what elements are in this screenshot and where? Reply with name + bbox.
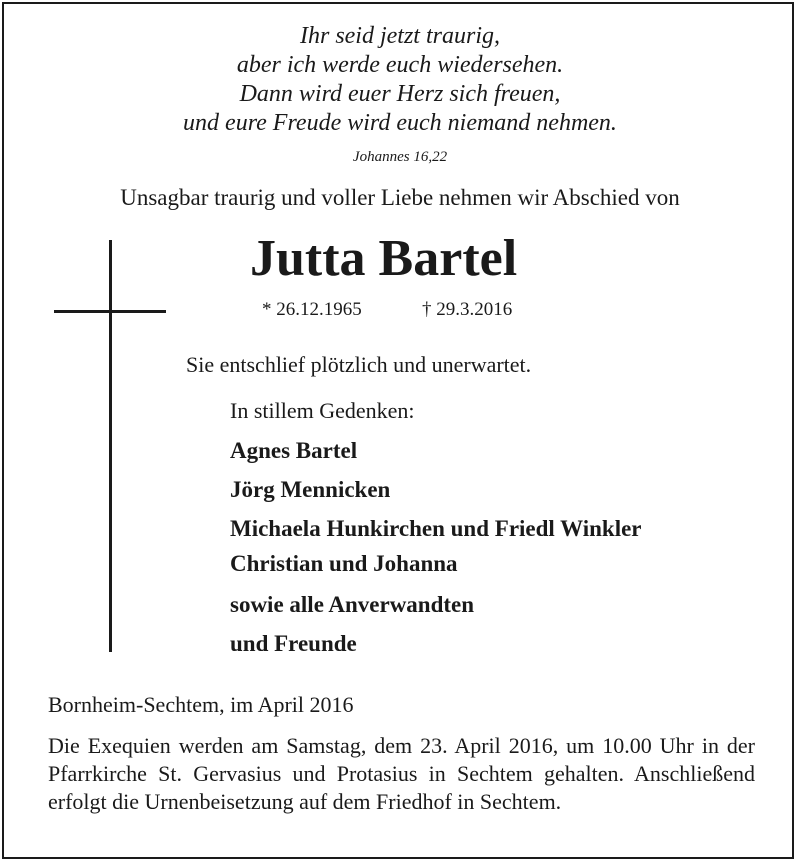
verse-reference: Johannes 16,22 — [352, 149, 448, 165]
birth-date: * 26.12.1965 — [262, 299, 362, 320]
remembrance-heading: In stillem Gedenken: — [230, 398, 415, 423]
intro-text: Unsagbar traurig und voller Liebe nehmen wir Abschied von — [120, 185, 680, 210]
funeral-details: Die Exequien werden am Samstag, dem 23. April 2016, um 10.00 Uhr in der Pfarrkirche St. Gervasius und Protasius in Sechtem gehalten. Anschließend erfolgt die Urnenbeisetzung auf dem Friedhof in Sechtem. — [48, 733, 755, 814]
verse-line: und eure Freude wird euch niemand nehmen. — [183, 110, 617, 136]
mourner-name: Christian und Johanna — [230, 551, 458, 576]
mourner-name: und Freunde — [230, 631, 357, 656]
cross-icon — [109, 240, 112, 652]
deceased-name: Jutta Bartel — [250, 230, 518, 287]
death-date: † 29.3.2016 — [422, 299, 513, 320]
passing-note: Sie entschlief plötzlich und unerwartet. — [186, 352, 532, 377]
verse-line: Ihr seid jetzt traurig, — [299, 23, 500, 49]
bible-verse — [0, 22, 800, 138]
mourner-name: sowie alle Anverwandten — [230, 592, 475, 617]
place-and-date: Bornheim-Sechtem, im April 2016 — [48, 692, 354, 717]
mourner-name: Jörg Mennicken — [230, 477, 391, 502]
mourner-name: Agnes Bartel — [230, 438, 358, 463]
verse-line: Dann wird euer Herz sich freuen, — [239, 81, 561, 107]
cross-icon-bar — [54, 310, 166, 313]
verse-line: aber ich werde euch wiedersehen. — [236, 52, 564, 78]
mourner-name: Michaela Hunkirchen und Friedl Winkler — [230, 516, 642, 541]
